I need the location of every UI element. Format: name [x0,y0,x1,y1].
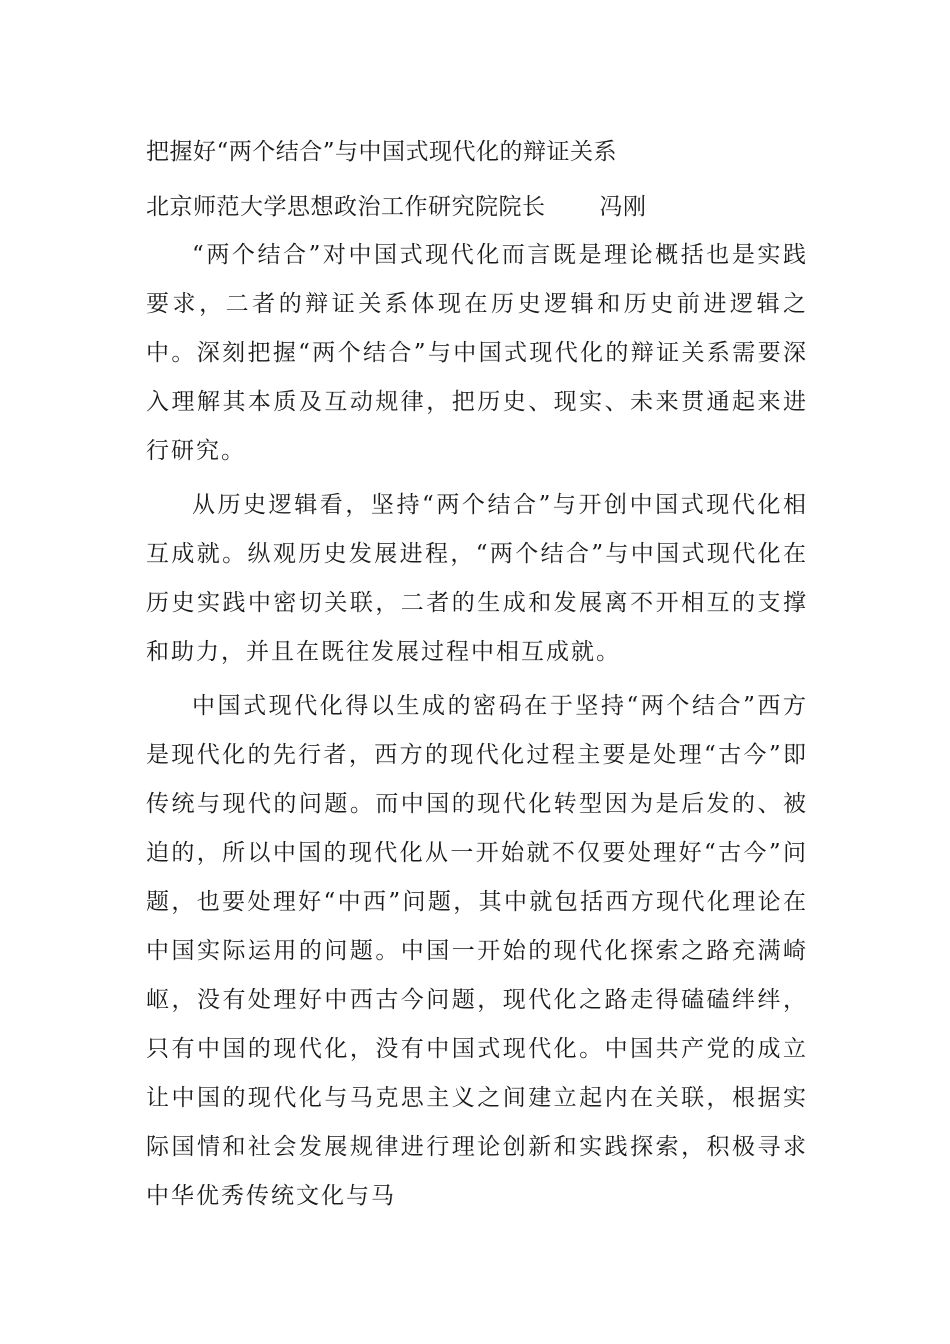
paragraph-1: “两个结合”对中国式现代化而言既是理论概括也是实践要求，二者的辩证关系体现在历史逻辑和历史前进逻辑之中。深刻把握“两个结合”与中国式现代化的辩证关系需要深入理解其本质及互动规律，把历史、现实、未来贯通起来进行研究。 [146,242,808,464]
article-body [146,132,808,1221]
article-title: 把握好“两个结合”与中国式现代化的辩证关系 [146,139,618,165]
author-line [146,187,808,227]
author-name: 冯刚 [599,194,647,220]
paragraph-2: 从历史逻辑看，坚持“两个结合”与开创中国式现代化相互成就。纵观历史发展进程，“两个结合”与中国式现代化在历史实践中密切关联，二者的生成和发展离不开相互的支撑和助力，并且在既往发展过程中相互成就。 [146,492,808,665]
author-affiliation: 北京师范大学思想政治工作研究院院长 [146,194,546,220]
paragraph-3: 中国式现代化得以生成的密码在于坚持“两个结合”西方是现代化的先行者，西方的现代化过程主要是处理“古今”即传统与现代的问题。而中国的现代化转型因为是后发的、被迫的，所以中国的现代化从一开始就不仅要处理好“古今”问题，也要处理好“中西”问题，其中就包括西方现代化理论在中国实际运用的问题。中国一开始的现代化探索之路充满崎岖，没有处理好中西古今问题，现代化之路走得磕磕绊绊，只有中国的现代化，没有中国式现代化。中国共产党的成立让中国的现代化与马克思主义之间建立起内在关联，根据实际国情和社会发展规律进行理论创新和实践探索，积极寻求中华优秀传统文化与马 [146,693,808,1209]
